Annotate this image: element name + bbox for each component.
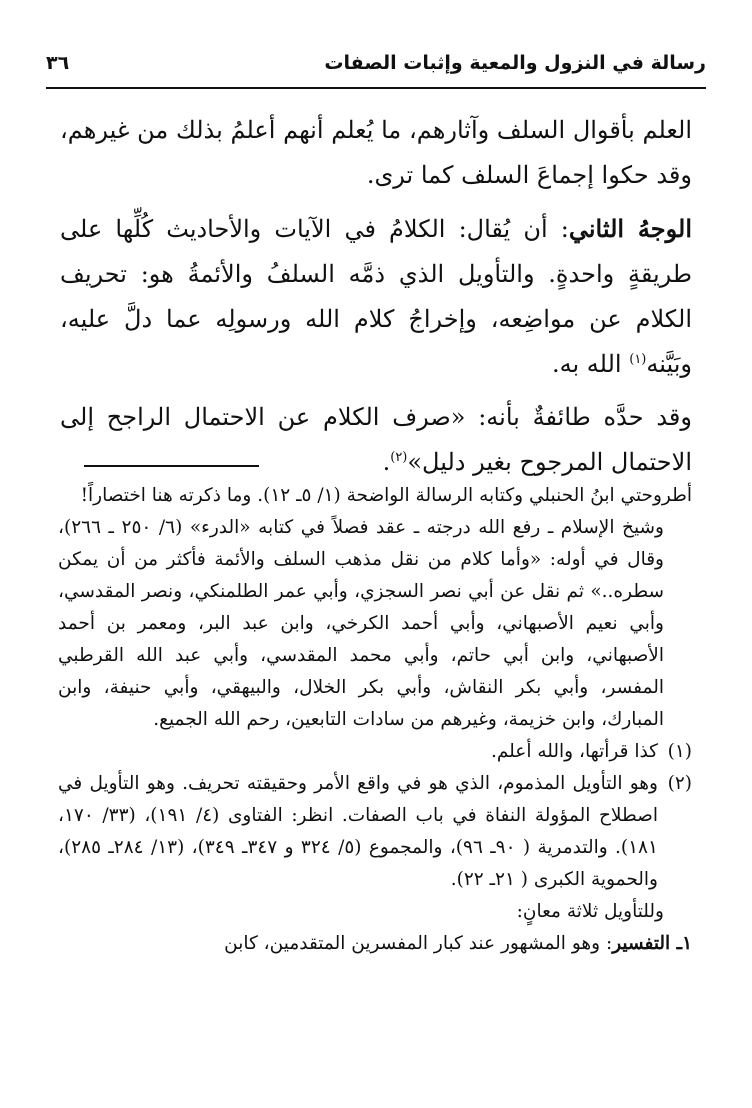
page-number: ٣٦ [46,52,70,74]
footnote-1-number: (١) [667,741,692,762]
footnote-continuation-2: وشيخ الإسلام ـ رفع الله درجته ـ عقد فصلاً في كتابه «الدرء» (٦/ ٢٥٠ ـ ٢٦٦)، وقال في أوله: «وأما كلام من نقل مذهب السلف والأئمة فأكثر من أن يمكن سطره..» ثم نقل عن أبي نصر السجزي، وأبي عمر الطلمنكي، ونصر المقدسي، وأبي نعيم الأصبهاني، وأبي أحمد الكرخي، وابن عبد البر، ومعمر بن أحمد الأصبهاني، وابن أبي حاتم، وأبي محمد المقدسي، وأبي عبد الله القرطبي المفسر، وأبي بكر النقاش، وأبي بكر الخلال، والبيهقي، وأبي حنيفة، وابن المبارك، وابن خزيمة، وغيرهم من سادات التابعين، رحم الله الجميع. [58,517,664,730]
main-text [60,108,692,485]
footnote-2-subheading: وللتأويل ثلاثة معانٍ: [516,901,664,922]
footnote-2-item-1-text: : وهو المشهور عند كبار المفسرين المتقدمين، كابن [224,933,613,954]
footnote-ref-2[interactable]: (٢) [390,450,408,465]
page-header [46,40,706,86]
paragraph-2-end: الله به. [552,350,630,378]
footnote-1-text: كذا قرأتها، والله أعلم. [490,741,658,762]
footnote-1 [58,736,692,768]
paragraph-1-text: العلم بأقوال السلف وآثارهم، ما يُعلم أنهم أعلمُ بذلك من غيرهم، وقد حكوا إجماعَ السلف كما ترى. [60,116,692,189]
footnote-2-item-1-label: ١ـ التفسير [612,933,692,954]
footnotes [58,480,692,960]
running-title: رسالة في النزول والمعية وإثبات الصفات [324,52,706,74]
footnote-ref-1[interactable]: (١) [629,352,647,367]
section-heading: الوجهُ الثاني [568,214,693,243]
paragraph-2-text: : أن يُقال: الكلامُ في الآيات والأحاديث كُلِّها على طريقةٍ واحدةٍ. والتأويل الذي ذمَّه السلفُ والأئمةُ هو: تحريف الكلام عن مواضِعه، وإخراجُ كلام الله ورسولِه عما دلَّ عليه، وبَيَّنه [60,215,692,378]
footnote-divider [84,465,259,467]
footnote-2-item-1 [58,928,692,960]
footnote-continuation-1: أطروحتي ابنُ الحنبلي وكتابه الرسالة الواضحة (١/ ٥ـ ١٢). وما ذكرته هنا اختصاراً! [80,485,692,506]
paragraph-3-text: وقد حدَّه طائفةٌ بأنه: «صرف الكلام عن الاحتمال الراجح إلى الاحتمال المرجوح بغير دليل» [60,403,692,476]
footnote-2-number: (٢) [667,773,692,794]
paragraph-3 [60,395,692,485]
paragraph-2 [60,206,692,387]
header-divider [46,87,706,89]
footnote-2 [58,768,692,896]
footnote-2-text: وهو التأويل المذموم، الذي هو في واقع الأمر وحقيقته تحريف. وهو التأويل في اصطلاح المؤولة النفاة في باب الصفات. انظر: الفتاوى (٤/ ١٩١)، (٣٣/ ١٧٠، ١٨١). والتدمرية ( ٩٠ـ ٩٦)، والمجموع (٥/ ٣٢٤ و ٣٤٧ـ ٣٤٩)، (١٣/ ٢٨٤ـ ٢٨٥)، والحموية الكبرى ( ٢١ـ ٢٢). [58,773,658,890]
paragraph-3-end: . [382,448,391,476]
paragraph-1 [60,108,692,198]
